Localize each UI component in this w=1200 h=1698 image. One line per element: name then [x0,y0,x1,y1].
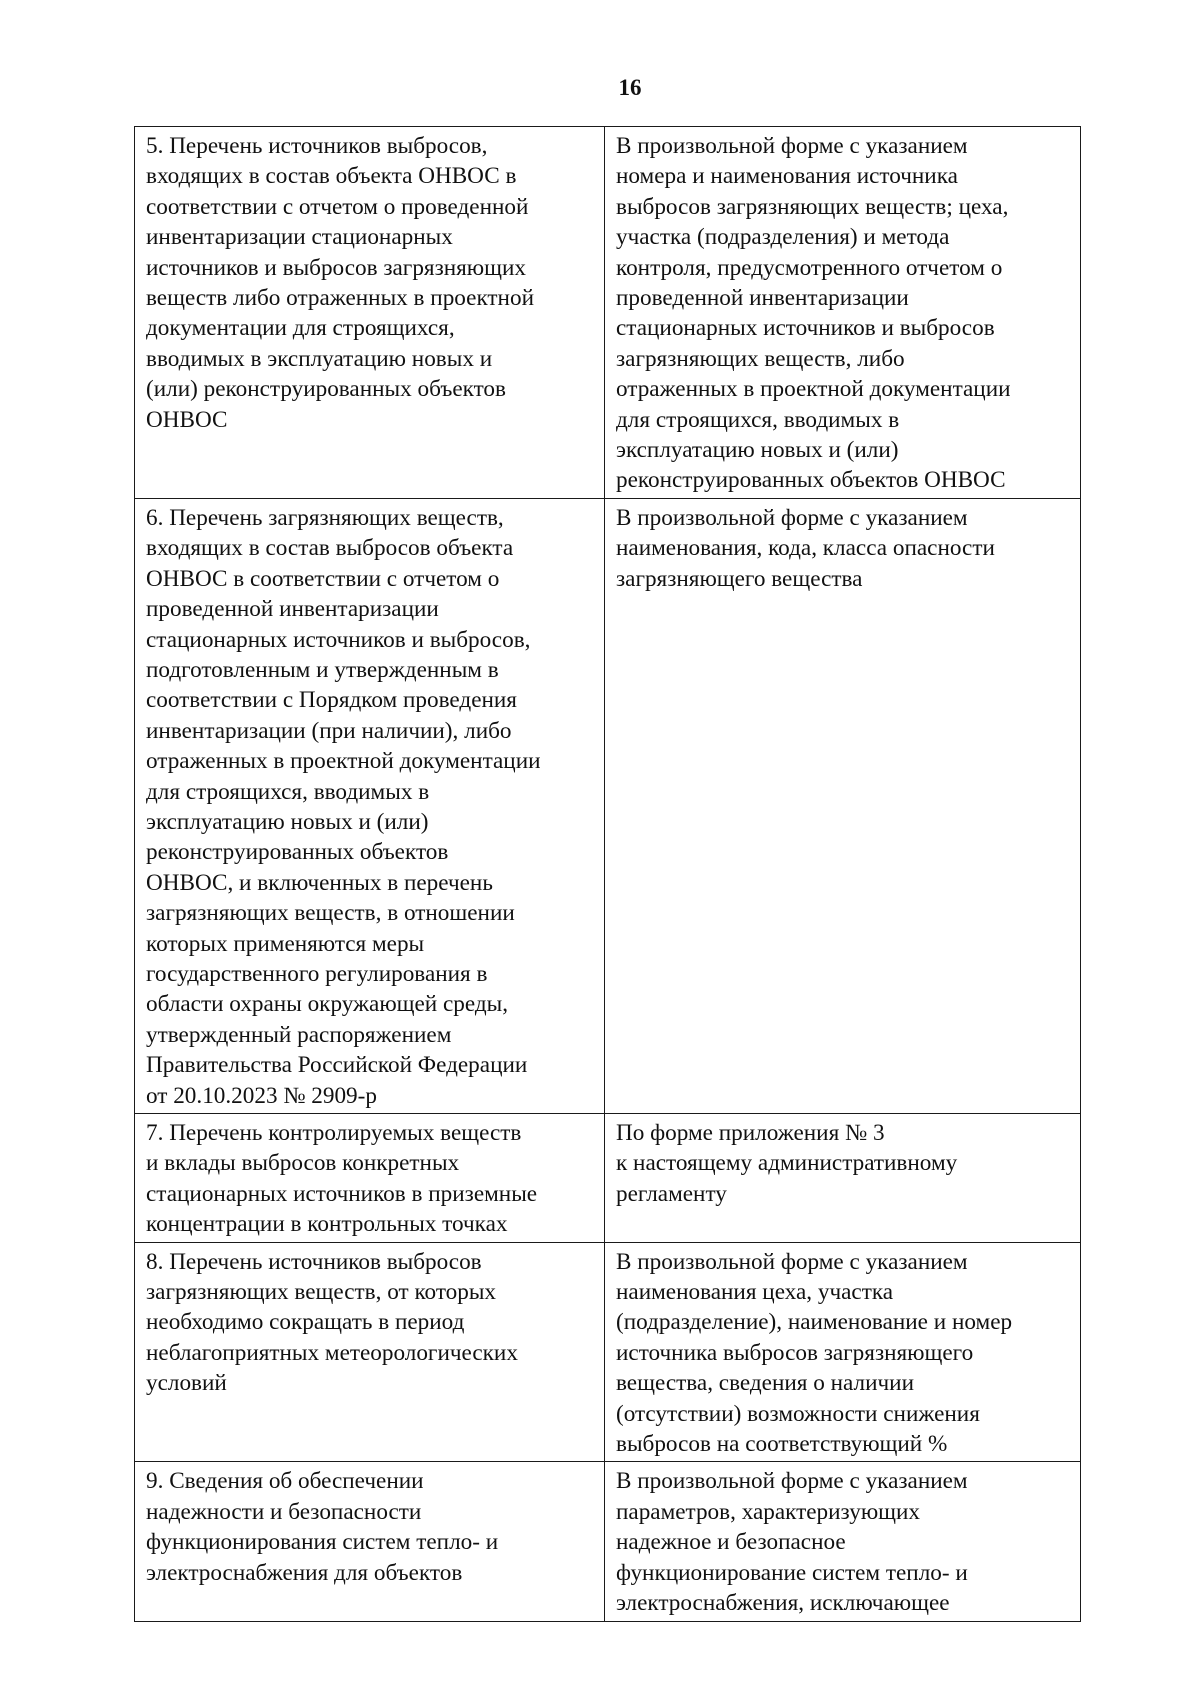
form-requirements-cell: В произвольной форме с указанием параметров, характеризующих надежное и безопасное функционирование систем тепло- и электроснабжения, исключающее [605,1462,1081,1621]
table-row [135,1114,1081,1243]
page-number: 16 [618,75,642,100]
document-name-cell: 8. Перечень источников выбросов загрязняющих веществ, от которых необходимо сокращать в период неблагоприятных метеорологических условий [135,1242,605,1462]
table-row [135,1462,1081,1621]
document-name-cell: 7. Перечень контролируемых веществ и вклады выбросов конкретных стационарных источников в приземные концентрации в контрольных точках [135,1114,605,1243]
table-row [135,127,1081,499]
form-requirements-cell: В произвольной форме с указанием номера и наименования источника выбросов загрязняющих веществ; цеха, участка (подразделения) и метода контроля, предусмотренного отчетом о проведенной инвентаризации стационарных источников и выбросов загрязняющих веществ, либо отраженных в проектной документации для строящихся, вводимых в эксплуатацию новых и (или) реконструированных объектов ОНВОС [605,127,1081,499]
table-row [135,498,1081,1113]
form-requirements-cell: В произвольной форме с указанием наименования, кода, класса опасности загрязняющего вещества [605,498,1081,1113]
form-requirements-cell: В произвольной форме с указанием наименования цеха, участка (подразделение), наименование и номер источника выбросов загрязняющего вещества, сведения о наличии (отсутствии) возможности снижения выбросов на соответствующий % [605,1242,1081,1462]
requirements-table [134,126,1081,1622]
table-row [135,1242,1081,1462]
form-requirements-cell: По форме приложения № 3 к настоящему административному регламенту [605,1114,1081,1243]
document-name-cell: 6. Перечень загрязняющих веществ, входящих в состав выбросов объекта ОНВОС в соответствии с отчетом о проведенной инвентаризации стационарных источников и выбросов, подготовленным и утвержденным в соответствии с Порядком проведения инвентаризации (при наличии), либо отраженных в проектной документации для строящихся, вводимых в эксплуатацию новых и (или) реконструированных объектов ОНВОС, и включенных в перечень загрязняющих веществ, в отношении которых применяются меры государственного регулирования в области охраны окружающей среды, утвержденный распоряжением Правительства Российской Федерации от 20.10.2023 № 2909-р [135,498,605,1113]
document-name-cell: 5. Перечень источников выбросов, входящих в состав объекта ОНВОС в соответствии с отчетом о проведенной инвентаризации стационарных источников и выбросов загрязняющих веществ либо отраженных в проектной документации для строящихся, вводимых в эксплуатацию новых и (или) реконструированных объектов ОНВОС [135,127,605,499]
document-name-cell: 9. Сведения об обеспечении надежности и безопасности функционирования систем тепло- и электроснабжения для объектов [135,1462,605,1621]
